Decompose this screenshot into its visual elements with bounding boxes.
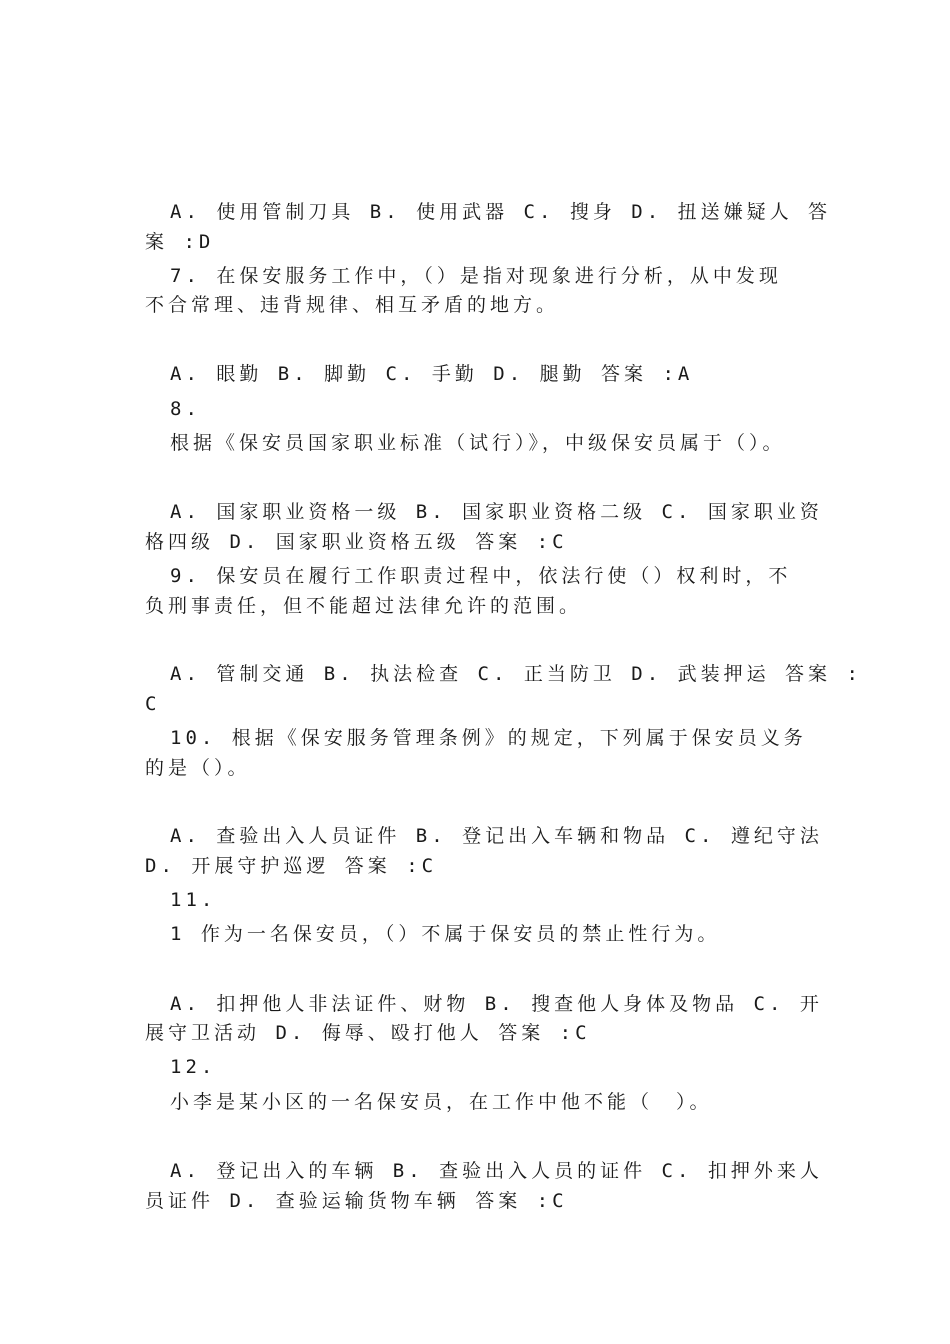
q9-question-line-2: 负刑事责任，但不能超过法律允许的范围。 <box>145 595 583 617</box>
q12-options-line-2: 员证件 D. 查验运输货物车辆 答案 :C <box>145 1190 568 1212</box>
q12-number: 12. <box>170 1056 217 1078</box>
q8-options-line-2: 格四级 D. 国家职业资格五级 答案 :C <box>145 531 568 553</box>
q9-question-line-1: 9. 保安员在履行工作职责过程中，依法行使（）权利时，不 <box>170 565 792 587</box>
q7-question-line-1: 7. 在保安服务工作中，（）是指对现象进行分析，从中发现 <box>170 265 782 287</box>
q8-options-line-1: A. 国家职业资格一级 B. 国家职业资格二级 C. 国家职业资 <box>170 501 823 523</box>
q11-number: 11. <box>170 889 217 911</box>
q10-options-line-1: A. 查验出入人员证件 B. 登记出入车辆和物品 C. 遵纪守法 <box>170 825 823 847</box>
q11-question: 1 作为一名保安员，（）不属于保安员的禁止性行为。 <box>170 923 721 945</box>
q9-options-line-1: A. 管制交通 B. 执法检查 C. 正当防卫 D. 武装押运 答案 : <box>170 663 862 685</box>
q6-options-line-1: A. 使用管制刀具 B. 使用武器 C. 搜身 D. 扭送嫌疑人 答 <box>170 201 832 223</box>
q11-options-line-1: A. 扣押他人非法证件、财物 B. 搜查他人身体及物品 C. 开 <box>170 993 823 1015</box>
q10-options-line-2: D. 开展守护巡逻 答案 :C <box>145 855 438 877</box>
q9-options-line-2: C <box>145 693 161 715</box>
q8-number: 8. <box>170 398 201 420</box>
q8-question: 根据《保安员国家职业标准（试行）》，中级保安员属于（）。 <box>170 432 786 454</box>
q11-options-line-2: 展守卫活动 D. 侮辱、殴打他人 答案 :C <box>145 1022 591 1044</box>
q12-options-line-1: A. 登记出入的车辆 B. 查验出入人员的证件 C. 扣押外来人 <box>170 1160 823 1182</box>
q6-options-line-2: 案 :D <box>145 231 215 253</box>
q7-options: A. 眼勤 B. 脚勤 C. 手勤 D. 腿勤 答案 :A <box>170 363 694 385</box>
q10-question-line-2: 的是（）。 <box>145 757 251 779</box>
q10-question-line-1: 10. 根据《保安服务管理条例》的规定，下列属于保安员义务 <box>170 727 807 749</box>
q12-question: 小李是某小区的一名保安员，在工作中他不能（ ）。 <box>170 1091 713 1113</box>
q7-question-line-2: 不合常理、违背规律、相互矛盾的地方。 <box>145 294 560 316</box>
